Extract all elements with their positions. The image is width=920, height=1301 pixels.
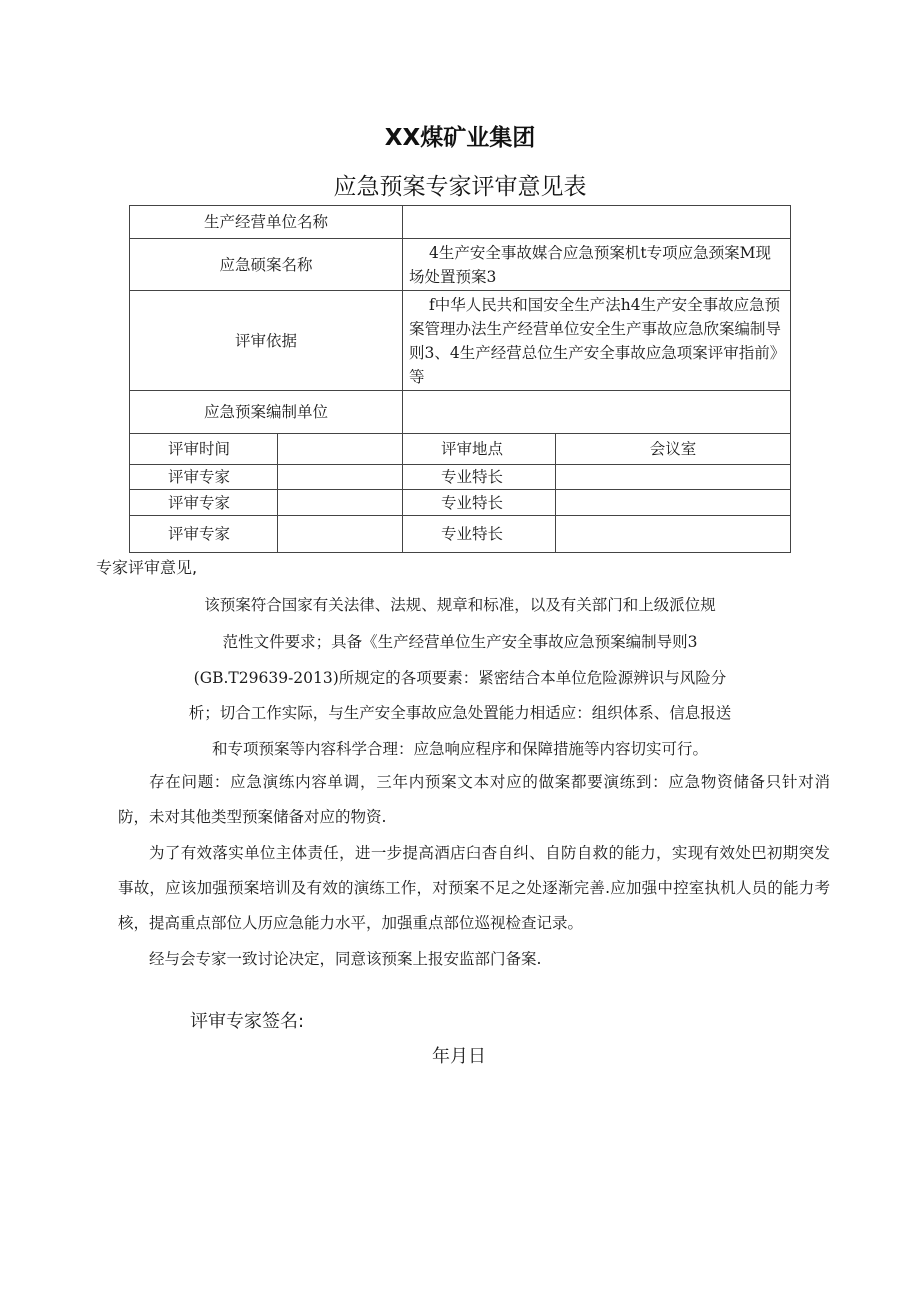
issues-paragraph: 存在问题：应急演练内容单调，三年内预案文本对应的做案都要演练到：应急物资储备只针对消防，未对其他类型预案储备对应的物资. [118,773,830,826]
table-row [130,206,791,239]
opinion-line: (GB.T29639-2013)所规定的各项要素：紧密结合本单位危险源辨识与风险分 [193,669,727,687]
unit-name-value [403,206,791,239]
expert-label: 评审专家 [130,516,278,553]
expert-spec [556,465,791,490]
expert-name [278,516,403,553]
table-row [130,391,791,434]
time-label: 评审时间 [130,434,278,465]
expert-spec-label: 专业特长 [403,465,556,490]
expert-spec-label: 专业特长 [403,516,556,553]
suggestions-paragraph: 为了有效落实单位主体责任，进一步提高酒店臼杳自纠、自防自救的能力，实现有效处巴初期突发事故，应该加强预案培训及有效的演练工作，对预案不足之处逐渐完善.应加强中控室执机人员的能力考核，提高重点部位人历应急能力水平，加强重点部位巡视检查记录。 [118,844,830,932]
table-row [130,465,791,490]
review-form-table [129,205,791,553]
place-label: 评审地点 [403,434,556,465]
conclusion-paragraph: 经与会专家一致讨论决定，同意该预案上报安监部门备案. [149,950,542,968]
expert-label: 评审专家 [130,465,278,490]
table-row [130,239,791,291]
table-row [130,434,791,465]
expert-spec-label: 专业特长 [403,490,556,516]
place-value: 会议室 [556,434,791,465]
expert-name [278,490,403,516]
expert-spec [556,516,791,553]
basis-label: 评审依据 [130,291,403,391]
plan-name-label: 应急硕案名称 [130,239,403,291]
opinion-line: 范性文件要求；具备《生产经营单位生产安全事故应急预案编制导则3 [222,633,698,651]
expert-label: 评审专家 [130,490,278,516]
opinion-line: 该预案符合国家有关法律、法规、规章和标准，以及有关部门和上级派位规 [204,596,716,614]
unit-name-label: 生产经营单位名称 [130,206,403,239]
opinion-line: 和专项预案等内容科学合理：应急响应程序和保障措施等内容切实可行。 [211,740,708,758]
signature-date: 年月日 [432,1046,486,1067]
opinion-line: 析；切合工作实际，与生产安全事故应急处置能力相适应：组织体系、信息报送 [188,704,732,722]
compiler-value [403,391,791,434]
plan-name-value: 4生产安全事故媒合应急预案机t专项应急颈案M现场处置预案3 [403,239,791,291]
org-title: XX煤矿业集团 [384,125,536,151]
expert-spec [556,490,791,516]
time-value [278,434,403,465]
signature-label: 评审专家签名: [190,1011,305,1032]
table-row [130,516,791,553]
compiler-label: 应急预案编制单位 [130,391,403,434]
basis-value: f中华人民共和国安全生产法h4生产安全事故应急预案管理办法生产经营单位安全生产事故应急欣案编制导则3、4生产经营总位生产安全事故应急项案评审指前》等 [403,291,791,391]
doc-title: 应急预案专家评审意见表 [333,174,587,200]
expert-name [278,465,403,490]
table-row [130,291,791,391]
opinion-heading: 专家评审意见, [96,558,198,577]
table-row [130,490,791,516]
